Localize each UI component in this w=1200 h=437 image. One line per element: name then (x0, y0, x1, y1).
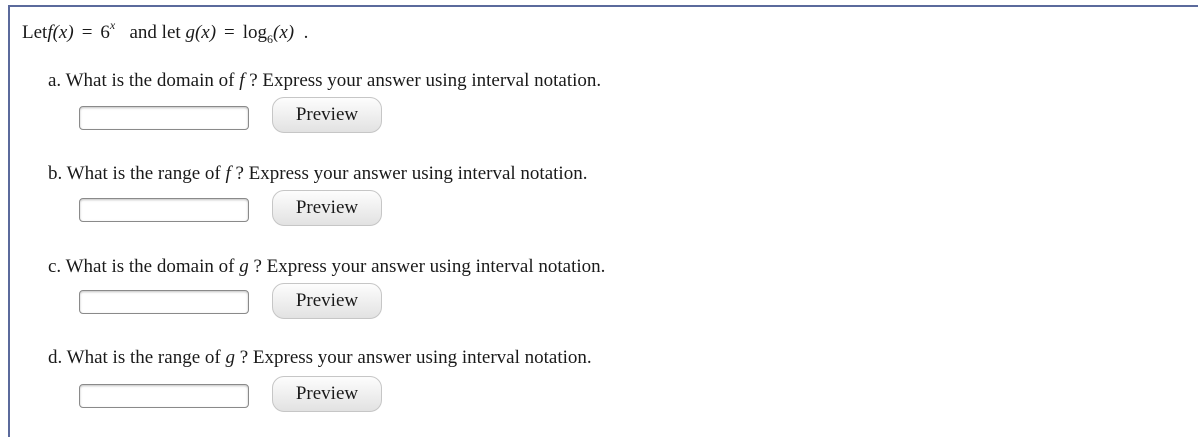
question-c (48, 256, 605, 278)
question-function: f (225, 163, 231, 184)
question-rest: ? Express your answer using interval notation. (239, 347, 592, 368)
question-b (48, 163, 587, 185)
g-log-base: 6 (267, 32, 274, 46)
equals-sign: = (81, 22, 93, 43)
g-arg: (x) (194, 22, 217, 43)
preview-button-c[interactable]: Preview (272, 283, 382, 319)
preview-button-a[interactable]: Preview (272, 97, 382, 133)
question-rest: ? Express your answer using interval notation. (253, 256, 606, 277)
question-label: d. What is the range of (48, 347, 221, 368)
g-name: g (185, 22, 195, 43)
question-function: g (225, 347, 235, 368)
problem-statement (22, 18, 308, 47)
intro-end: . (303, 22, 309, 43)
intro-connector: and let (129, 22, 181, 43)
answer-field-a[interactable] (79, 106, 249, 130)
question-rest: ? Express your answer using interval notation. (235, 163, 588, 184)
preview-button-d[interactable]: Preview (272, 376, 382, 412)
question-label: b. What is the range of (48, 163, 221, 184)
question-function: f (239, 70, 245, 91)
preview-button-b[interactable]: Preview (272, 190, 382, 226)
f-arg: (x) (52, 22, 74, 43)
g-fn-arg: (x) (273, 22, 295, 43)
question-a (48, 70, 601, 92)
intro-prefix: Let (22, 22, 48, 43)
answer-field-c[interactable] (79, 290, 249, 314)
question-label: a. What is the domain of (48, 70, 235, 91)
answer-field-b[interactable] (79, 198, 249, 222)
f-name: f (47, 22, 53, 43)
answer-field-d[interactable] (79, 384, 249, 408)
g-function: log (242, 22, 268, 43)
question-function: g (239, 256, 249, 277)
question-rest: ? Express your answer using interval notation. (249, 70, 602, 91)
question-d (48, 347, 592, 369)
equals-sign-2: = (224, 22, 235, 43)
f-exponent: x (109, 18, 116, 32)
question-label: c. What is the domain of (48, 256, 235, 277)
f-base: 6 (100, 22, 110, 43)
